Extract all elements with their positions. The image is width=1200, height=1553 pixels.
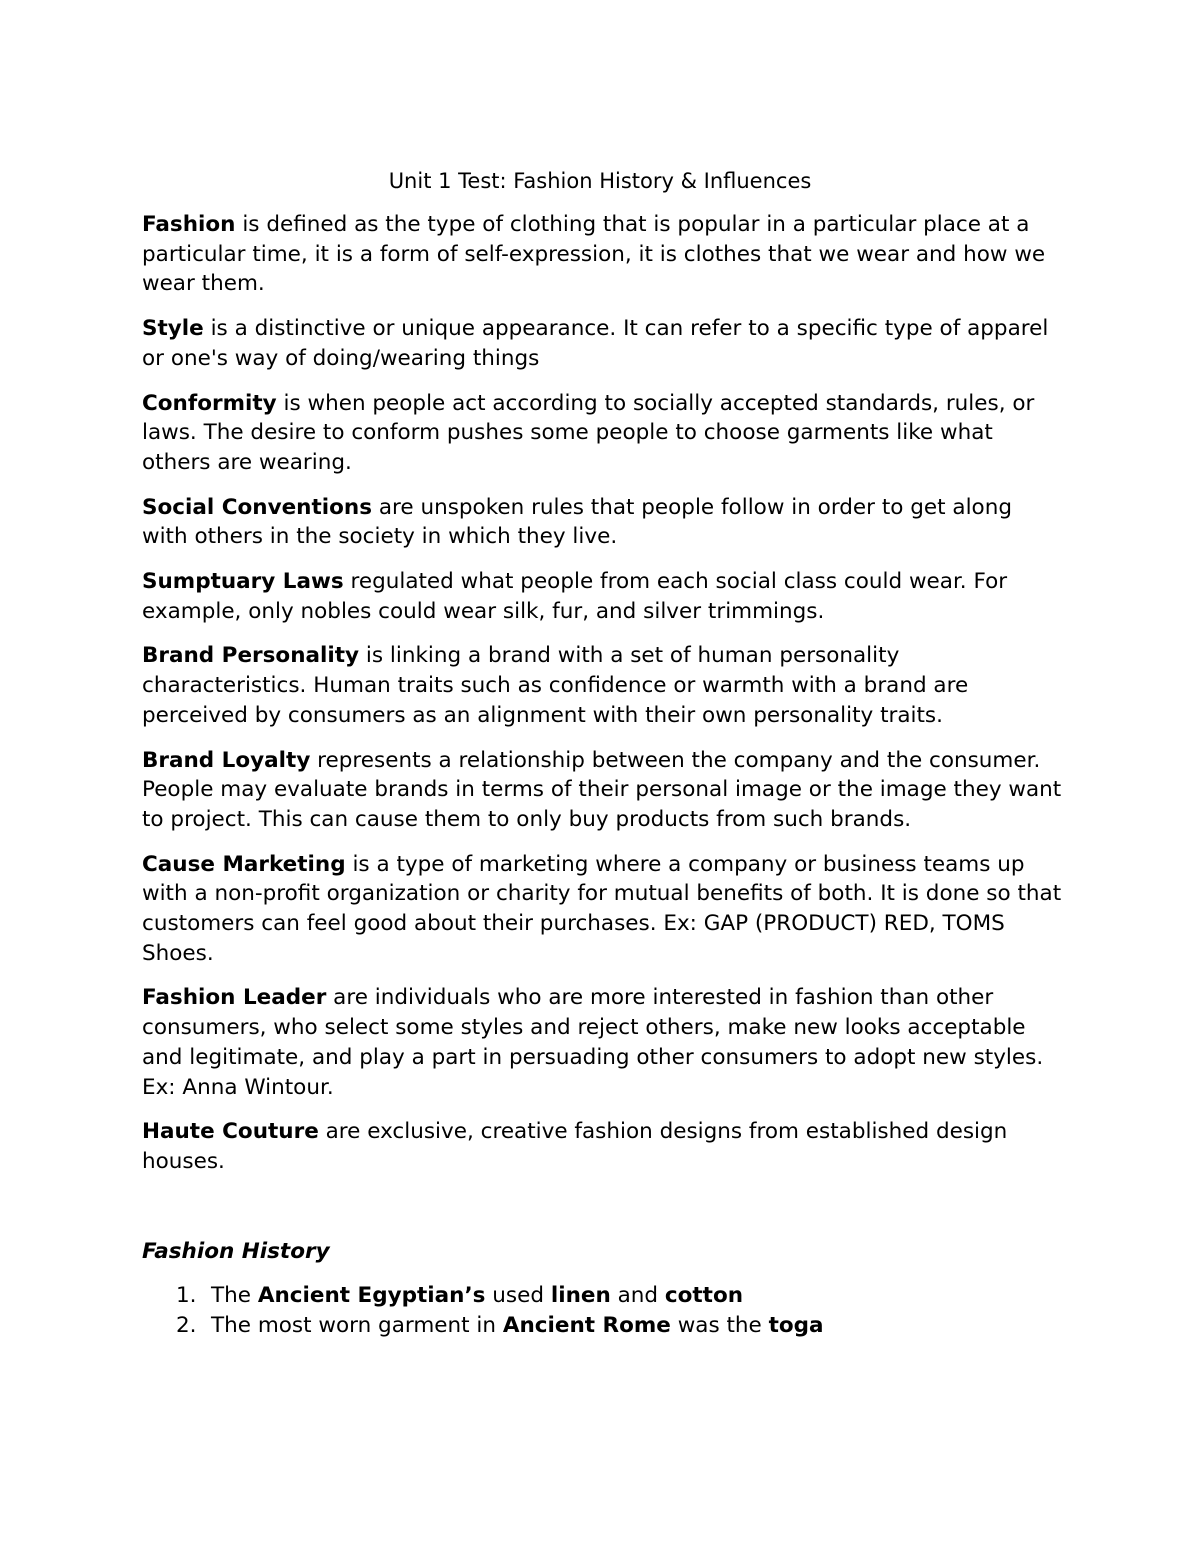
list-emphasis: linen [550,1283,611,1309]
definition-fashion [142,210,1062,299]
definition-fashion-leader [142,983,1062,1102]
list-number: 1. [176,1283,197,1309]
definition-term: Brand Personality [142,643,360,669]
definition-brand-loyalty [142,746,1062,835]
definition-term: Cause Marketing [142,851,346,877]
definition-term: Fashion [142,212,236,237]
list-item [176,1311,1062,1341]
definition-style [142,314,1062,373]
definition-term: Sumptuary Laws [142,569,344,595]
document-body [142,210,1062,1341]
document-title: Unit 1 Test: Fashion History & Influences [388,169,812,193]
definition-term: Brand Loyalty [142,747,311,773]
definition-text: are exclusive, creative fashion designs from established design houses. [142,1119,1008,1174]
list-emphasis: Ancient Rome [502,1313,671,1339]
definition-term: Haute Couture [142,1119,319,1145]
definition-text: regulated what people from each social class could wear. For example, only nobles could wear silk, fur, and silver trimmings. [142,569,1008,624]
definition-social-conventions [142,493,1062,552]
definition-term: Style [142,316,204,342]
definition-term: Social Conventions [142,494,373,520]
list-number: 2. [176,1313,197,1339]
definition-sumptuary-laws [142,567,1062,626]
definition-text: is linking a brand with a set of human personality characteristics. Human traits such as confidence or warmth with a brand are perceived by consumers as an alignment with their own personality traits. [142,643,969,728]
fashion-history-list [142,1281,1062,1340]
list-text: The most worn garment in [211,1313,503,1339]
list-text: The [211,1283,258,1309]
definition-text: is when people act according to socially accepted standards, rules, or laws. The desire to conform pushes some people to choose garments like what others are wearing. [142,390,1035,475]
list-emphasis: Ancient Egyptian’s [257,1283,486,1309]
list-text: and [610,1283,665,1309]
definition-text: are unspoken rules that people follow in order to get along with others in the society in which they live. [142,494,1012,550]
definition-text: is defined as the type of clothing that is popular in a particular place at a particular time, it is a form of self-expression, it is clothes that we wear and how we wear them. [142,212,1046,297]
definition-conformity [142,389,1062,478]
list-text: was the [670,1313,769,1339]
definition-haute-couture [142,1117,1062,1176]
list-text: used [485,1283,551,1309]
definition-text: are individuals who are more interested in fashion than other consumers, who select some styles and reject others, make new looks acceptable and legitimate, and play a part in persuading other consumers to adopt new styles. Ex: Anna Wintour. [142,985,1044,1100]
definition-term: Conformity [142,390,277,416]
fashion-history-heading: Fashion History [142,1238,330,1264]
definition-text: is a type of marketing where a company or business teams up with a non-profit organization or charity for mutual benefits of both. It is done so that customers can feel good about their purchases. Ex: GAP (PRODUCT) RED, TOMS Shoes. [142,851,1062,966]
definition-cause-marketing [142,850,1062,969]
definition-term: Fashion Leader [142,985,327,1011]
list-emphasis: toga [768,1313,824,1339]
definition-text: is a distinctive or unique appearance. It can refer to a specific type of apparel or one's way of doing/wearing things [142,316,1049,371]
definition-brand-personality [142,641,1062,730]
list-item [176,1281,1062,1311]
definition-text: represents a relationship between the company and the consumer. People may evaluate brands in terms of their personal image or the image they want to project. This can cause them to only buy products from such brands. [142,747,1062,832]
list-emphasis: cotton [664,1283,744,1309]
